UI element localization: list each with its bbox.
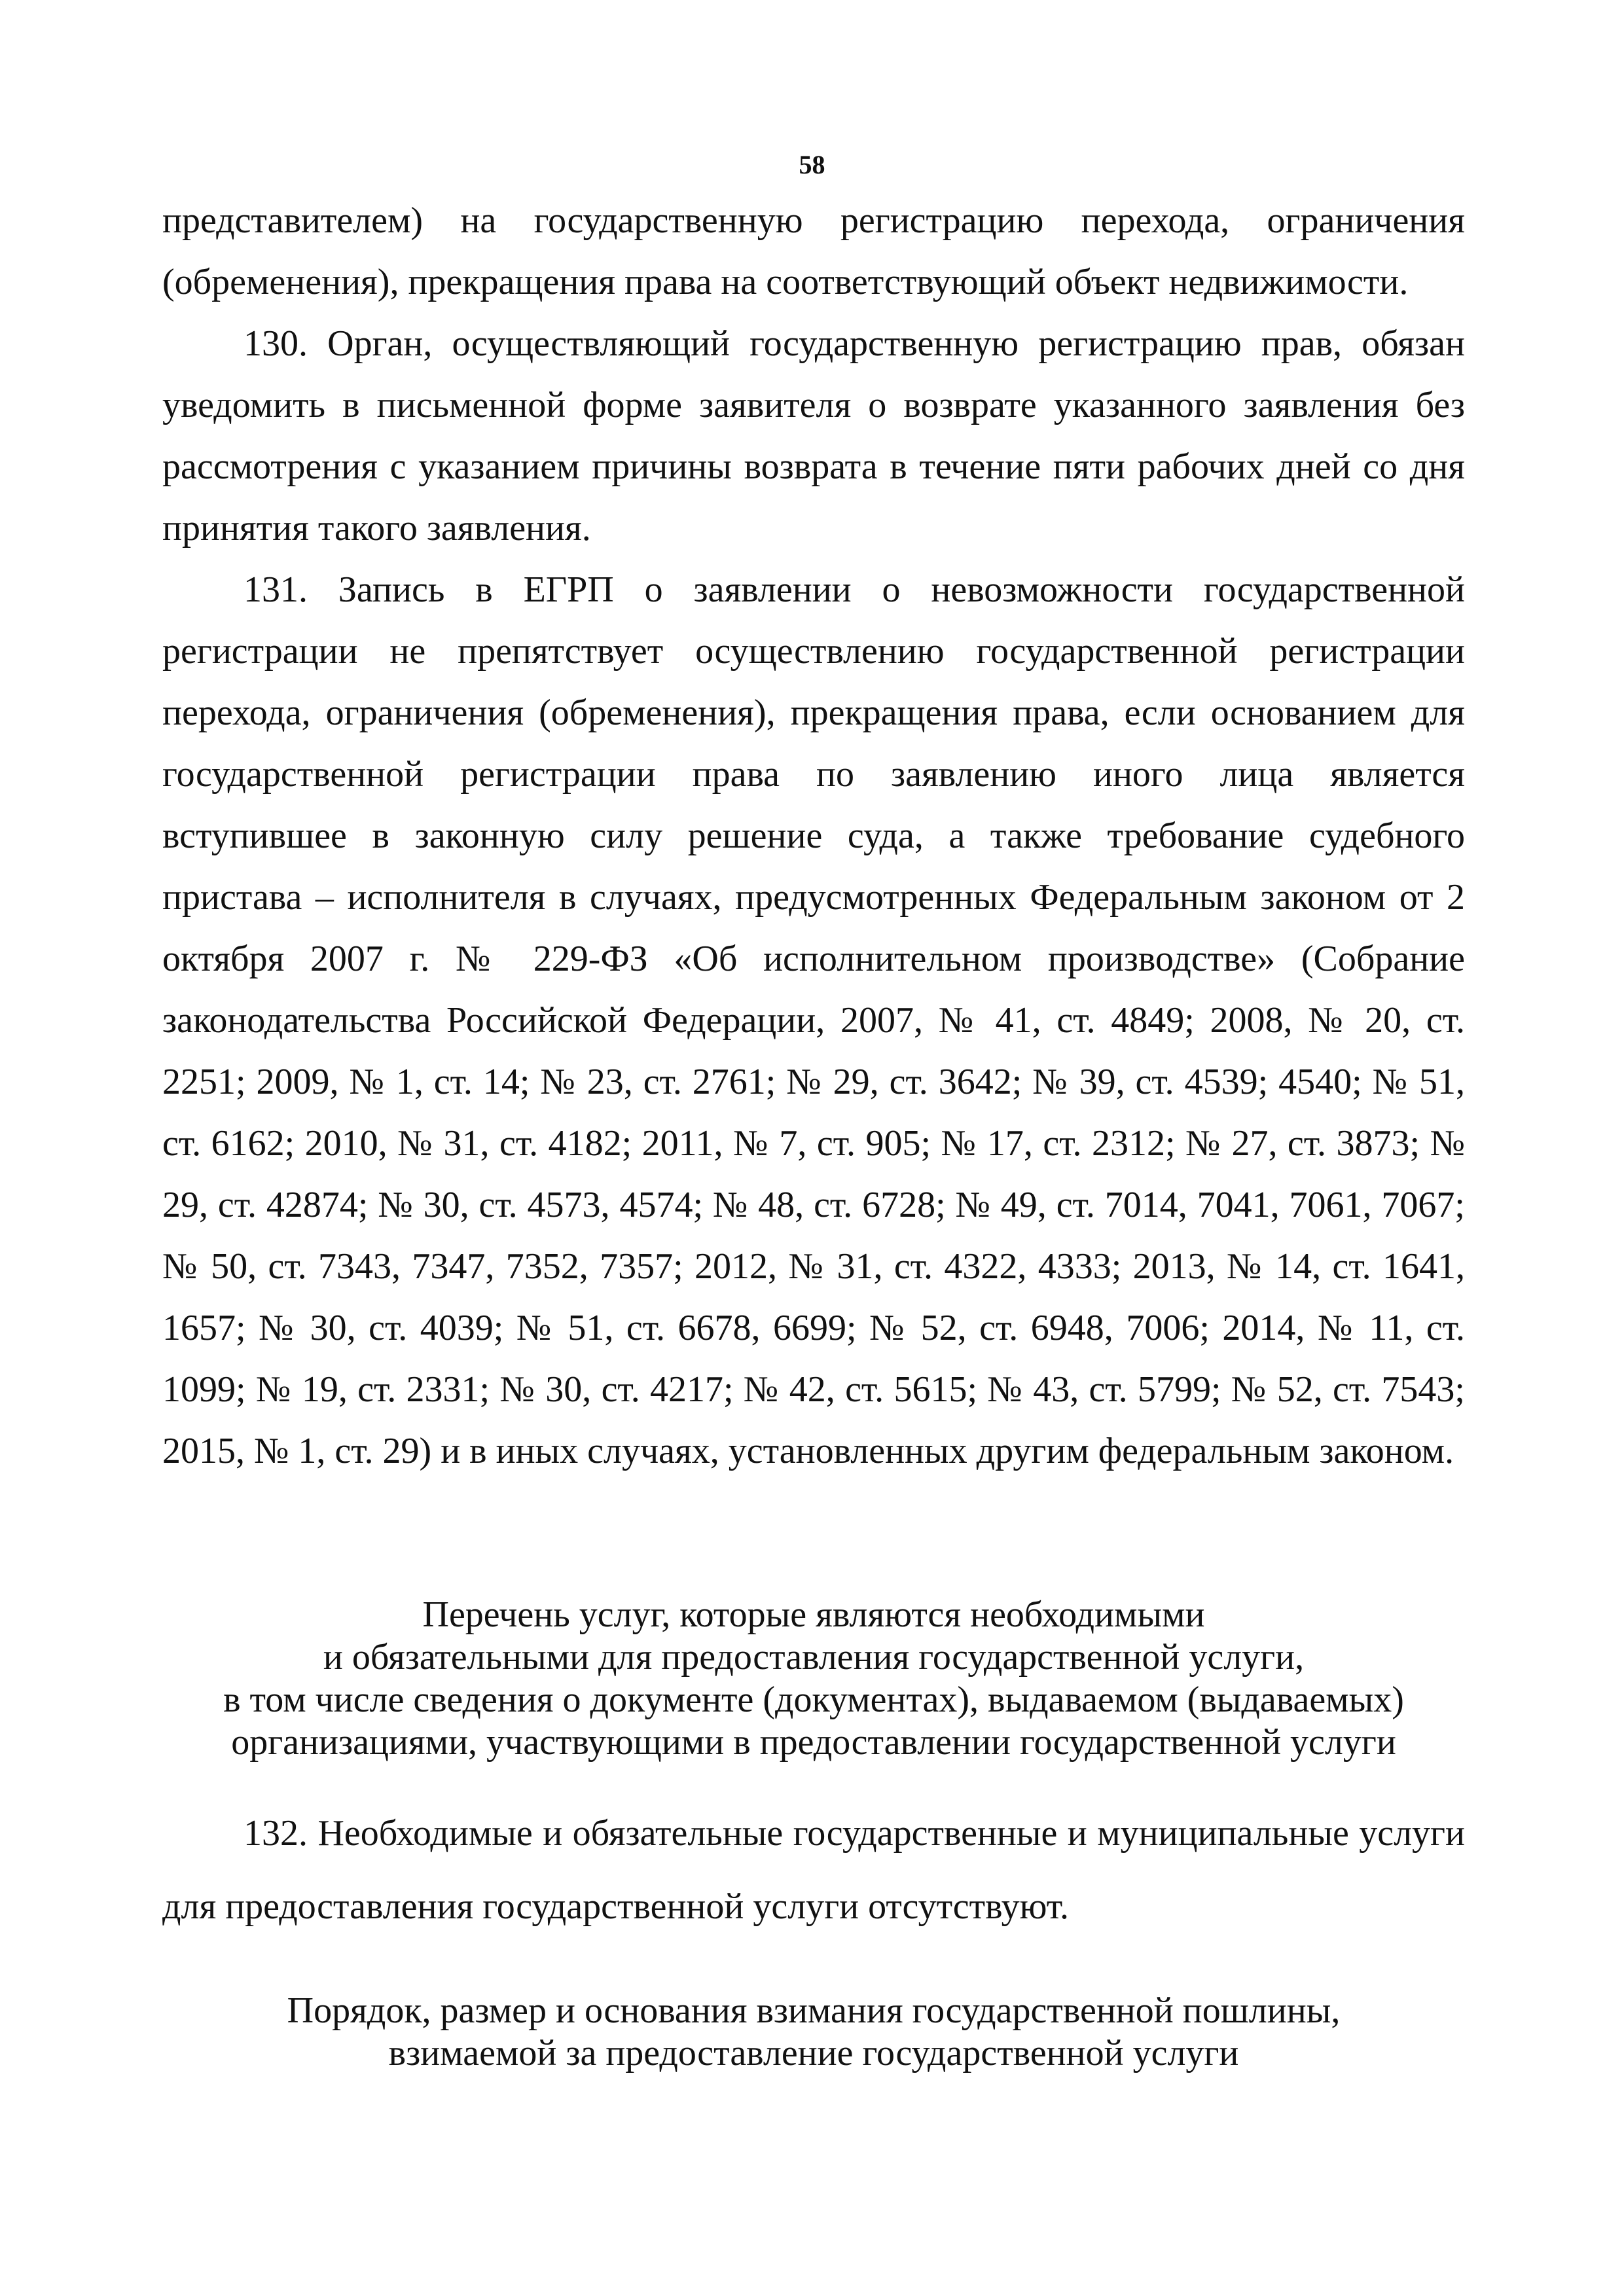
section-heading-state-duty [162, 1990, 1465, 2075]
paragraph-continuation: представителем) на государственную регистрацию перехода, ограничения (обременения), прекращения права на соответствующий объект недвижимости. [162, 200, 1465, 302]
paragraph-130: 130. Орган, осуществляющий государственную регистрацию прав, обязан уведомить в письменной форме заявителя о возврате указанного заявления без рассмотрения с указанием причины возврата в течение пяти рабочих дней со дня принятия такого заявления. [162, 323, 1465, 548]
section-heading-services-list [162, 1594, 1465, 1764]
heading-line: Порядок, размер и основания взимания государственной пошлины, [287, 1990, 1341, 2031]
heading-line: в том числе сведения о документе (документах), выдаваемом (выдаваемых) [223, 1679, 1404, 1720]
heading-line: организациями, участвующими в предоставлении государственной услуги [231, 1722, 1396, 1763]
paragraph-131: 131. Запись в ЕГРП о заявлении о невозможности государственной регистрации не препятствует осуществлению государственной регистрации перехода, ограничения (обременения), прекращения права, если основанием для государственной регистрации права по заявлению иного лица является вступившее в законную силу решение суда, а также требование судебного пристава – исполнителя в случаях, предусмотренных Федеральным законом от 2 октября 2007 г. № 229-ФЗ «Об исполнительном производстве» (Собрание законодательства Российской Федерации, 2007, № 41, ст. 4849; 2008, № 20, ст. 2251; 2009, № 1, ст. 14; № 23, ст. 2761; № 29, ст. 3642; № 39, ст. 4539; 4540; № 51, ст. 6162; 2010, № 31, ст. 4182; 2011, № 7, ст. 905; № 17, ст. 2312; № 27, ст. 3873; № 29, ст. 42874; № 30, ст. 4573, 4574; № 48, ст. 6728; № 49, ст. 7014, 7041, 7061, 7067; № 50, ст. 7343, 7347, 7352, 7357; 2012, № 31, ст. 4322, 4333; 2013, № 14, ст. 1641, 1657; № 30, ст. 4039; № 51, ст. 6678, 6699; № 52, ст. 6948, 7006; 2014, № 11, ст. 1099; № 19, ст. 2331; № 30, ст. 4217; № 42, ст. 5615; № 43, ст. 5799; № 52, ст. 7543; 2015, № 1, ст. 29) и в иных случаях, установленных другим федеральным законом. [162, 569, 1465, 1471]
heading-line: Перечень услуг, которые являются необходимыми [422, 1594, 1205, 1635]
heading-line: взимаемой за предоставление государственной услуги [388, 2033, 1239, 2073]
heading-line: и обязательными для предоставления государственной услуги, [323, 1637, 1305, 1677]
paragraph-132: 132. Необходимые и обязательные государственные и муниципальные услуги для предоставления государственной услуги отсутствуют. [162, 1813, 1465, 1927]
page-number: 58 [799, 150, 825, 179]
